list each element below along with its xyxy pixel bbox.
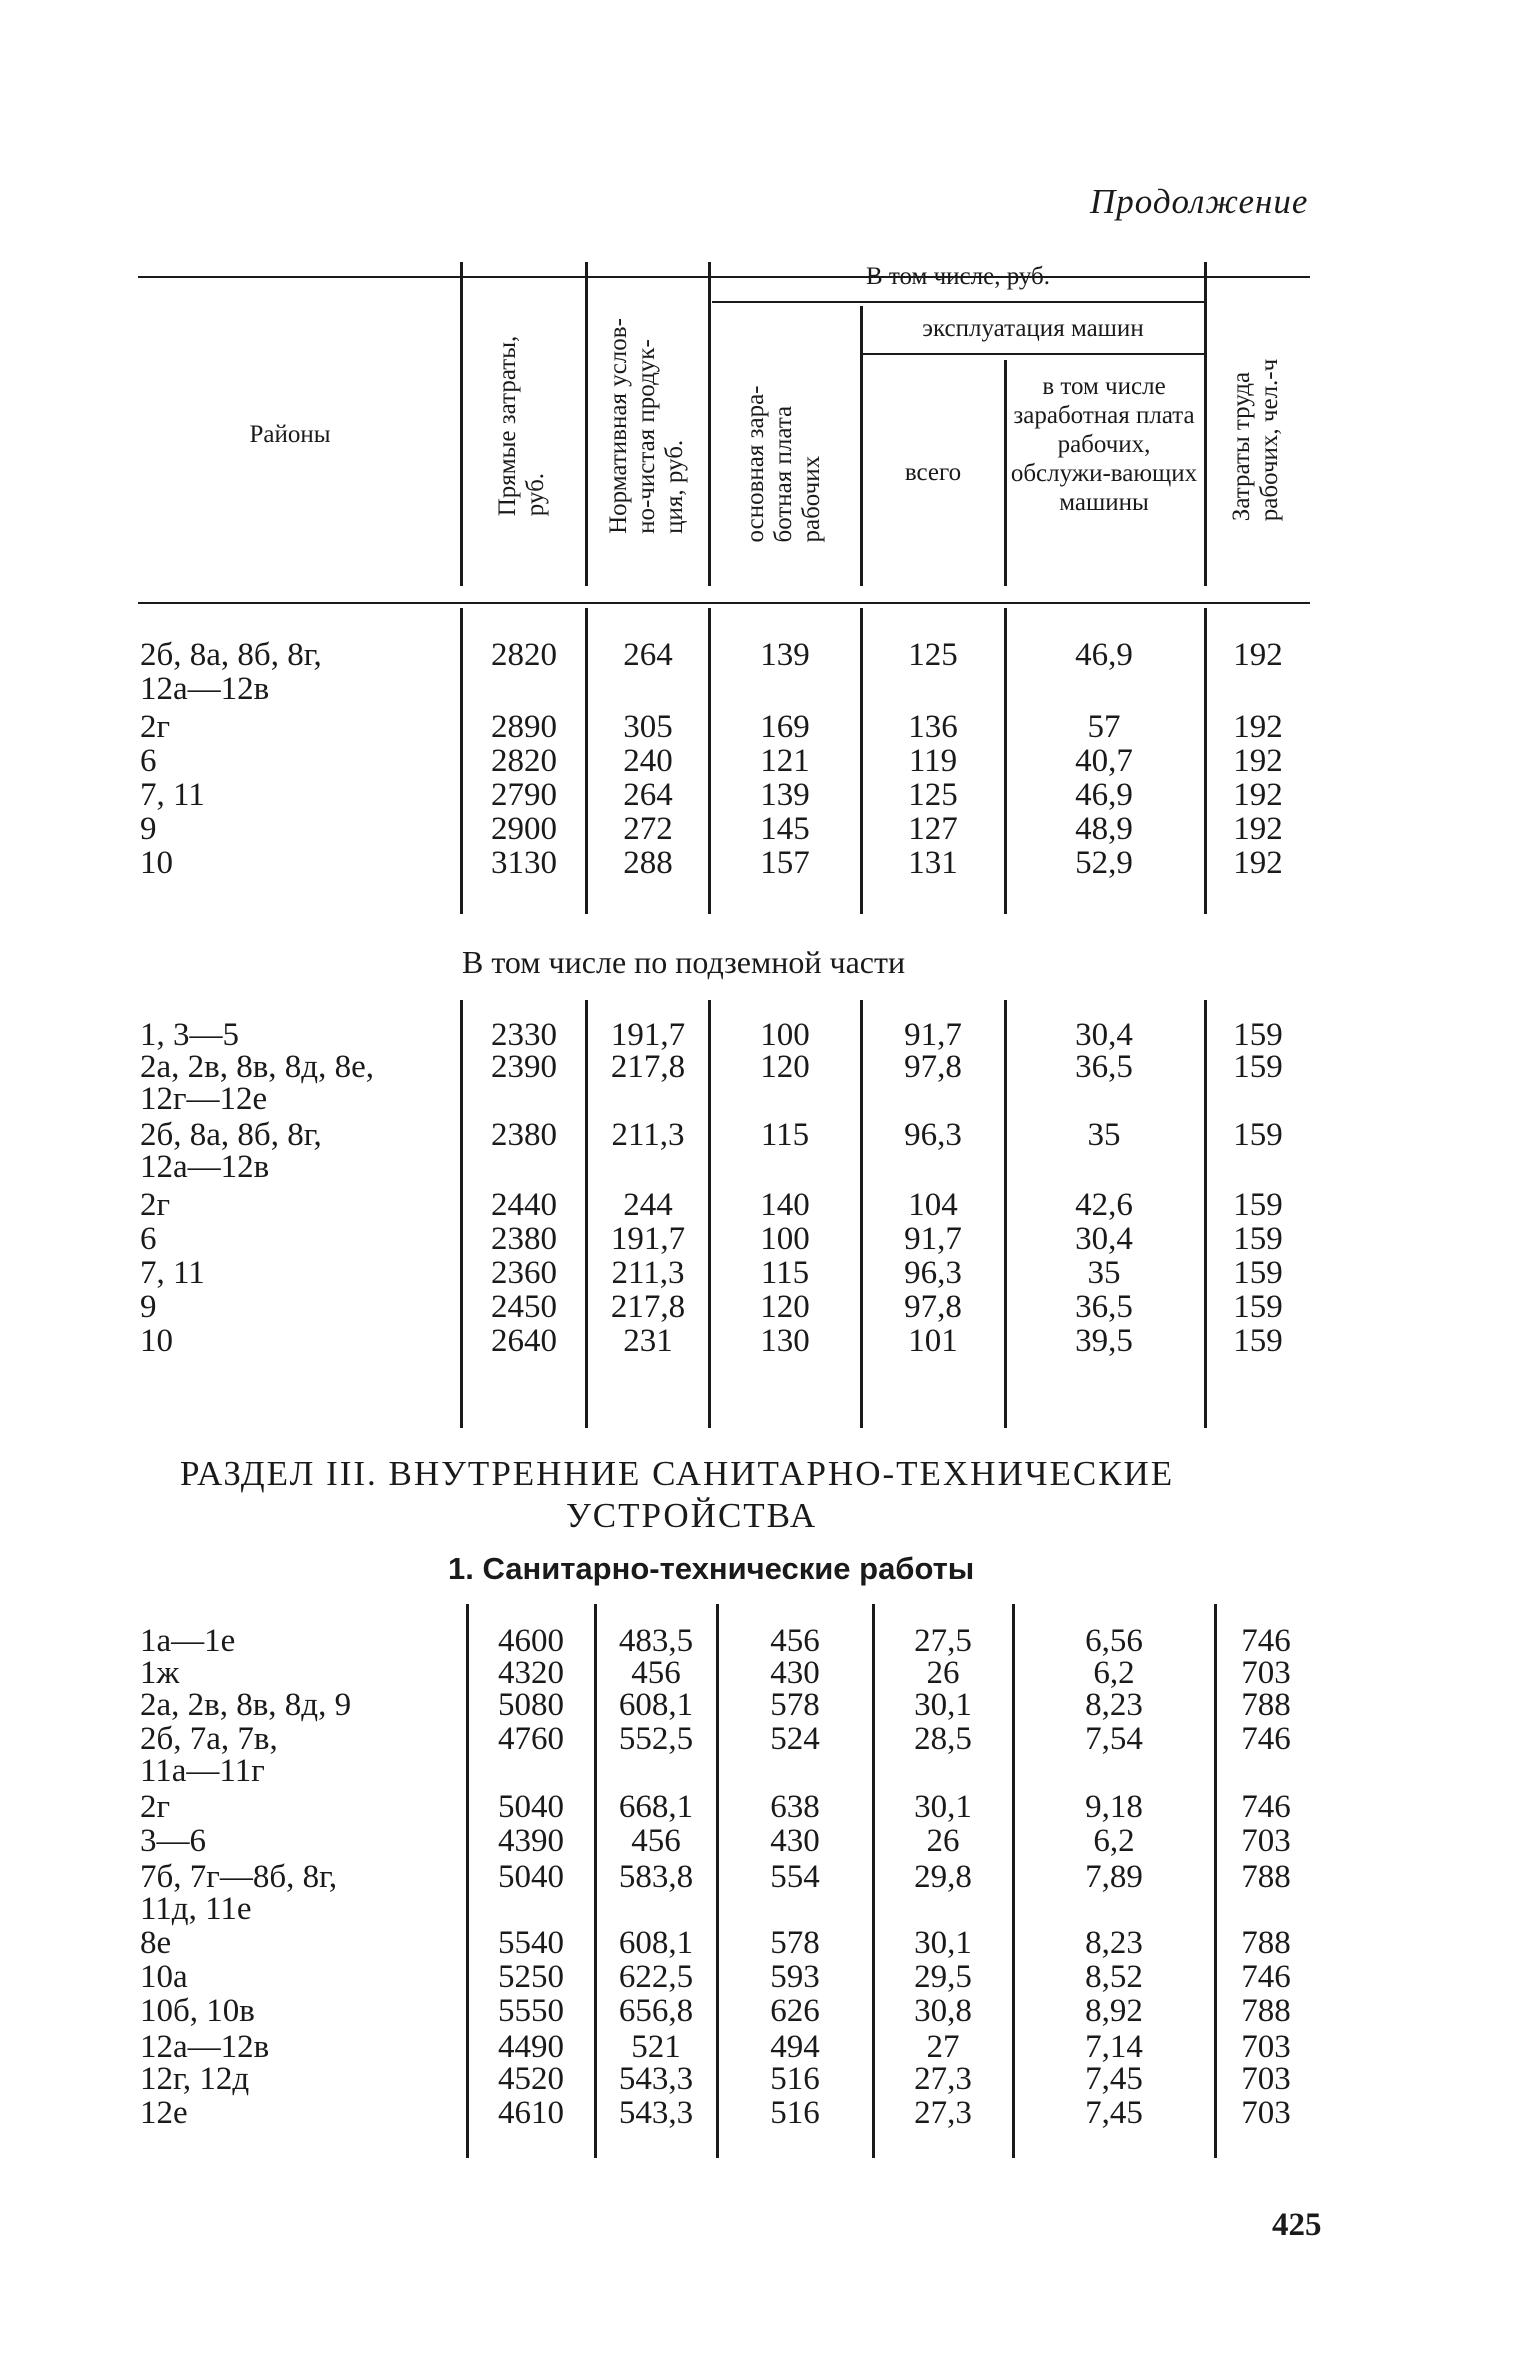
value-cell: 159 bbox=[1233, 1221, 1283, 1257]
value-cell: 100 bbox=[760, 1017, 810, 1053]
value-cell: 52,9 bbox=[1075, 845, 1133, 881]
value-cell: 97,8 bbox=[904, 1049, 962, 1085]
table-row bbox=[0, 1960, 1530, 1994]
value-cell: 456 bbox=[631, 1655, 681, 1691]
value-cell: 192 bbox=[1233, 743, 1283, 779]
value-cell: 4600 bbox=[498, 1623, 564, 1659]
table-row bbox=[0, 1256, 1530, 1290]
value-cell: 7,54 bbox=[1085, 1721, 1143, 1757]
table-row bbox=[0, 2096, 1530, 2130]
value-cell: 30,8 bbox=[914, 1993, 972, 2029]
region-cell: 2б, 8а, 8б, 8г, bbox=[140, 1117, 322, 1153]
region-cell: 6 bbox=[140, 1221, 157, 1257]
value-cell: 543,3 bbox=[618, 2095, 694, 2131]
value-cell: 516 bbox=[770, 2095, 820, 2131]
value-cell: 140 bbox=[760, 1187, 810, 1223]
value-cell: 543,3 bbox=[618, 2061, 694, 2097]
header-normative-output: Нормативная услов- но-чистая продук- ция, руб. bbox=[605, 318, 688, 534]
page-number: 425 bbox=[1272, 2207, 1322, 2243]
section-subtitle: 1. Санитарно-технические работы bbox=[448, 1551, 975, 1586]
table-row bbox=[0, 1018, 1530, 1052]
value-cell: 159 bbox=[1233, 1289, 1283, 1325]
value-cell: 191,7 bbox=[610, 1221, 686, 1257]
header-regions: Районы bbox=[249, 421, 331, 448]
region-cell: 1а—1е bbox=[140, 1623, 236, 1659]
value-cell: 191,7 bbox=[610, 1017, 686, 1053]
value-cell: 2820 bbox=[491, 743, 557, 779]
value-cell: 30,1 bbox=[914, 1925, 972, 1961]
header-divider bbox=[585, 262, 588, 586]
region-cell: 11д, 11е bbox=[140, 1891, 252, 1927]
value-cell: 272 bbox=[623, 811, 673, 847]
value-cell: 6,2 bbox=[1093, 1823, 1135, 1859]
table-row bbox=[0, 812, 1530, 846]
value-cell: 119 bbox=[908, 743, 958, 779]
table-row bbox=[0, 1688, 1530, 1722]
header-machine-operation: эксплуатация машин bbox=[922, 315, 1144, 342]
value-cell: 456 bbox=[631, 1823, 681, 1859]
value-cell: 36,5 bbox=[1075, 1289, 1133, 1325]
value-cell: 240 bbox=[623, 743, 673, 779]
value-cell: 2390 bbox=[491, 1049, 557, 1085]
value-cell: 157 bbox=[760, 845, 810, 881]
table-row bbox=[0, 778, 1530, 812]
value-cell: 3130 bbox=[491, 845, 557, 881]
value-cell: 2380 bbox=[491, 1117, 557, 1153]
table-row bbox=[0, 710, 1530, 744]
value-cell: 100 bbox=[760, 1221, 810, 1257]
value-cell: 159 bbox=[1233, 1255, 1283, 1291]
table-row bbox=[0, 1892, 1530, 1926]
value-cell: 46,9 bbox=[1075, 637, 1133, 673]
value-cell: 159 bbox=[1233, 1117, 1283, 1153]
region-cell: 12г—12е bbox=[140, 1081, 268, 1117]
region-cell: 2а, 2в, 8в, 8д, 8е, bbox=[140, 1049, 374, 1085]
value-cell: 8,92 bbox=[1085, 1993, 1143, 2029]
table-row bbox=[0, 1926, 1530, 1960]
value-cell: 8,23 bbox=[1085, 1925, 1143, 1961]
table-row bbox=[0, 1860, 1530, 1894]
table-row bbox=[0, 1150, 1530, 1184]
value-cell: 139 bbox=[760, 777, 810, 813]
value-cell: 192 bbox=[1233, 811, 1283, 847]
region-cell: 10а bbox=[140, 1959, 188, 1995]
underground-label: В том числе по подземной части bbox=[462, 944, 906, 980]
value-cell: 4760 bbox=[498, 1721, 564, 1757]
region-cell: 2г bbox=[140, 709, 171, 745]
table-row bbox=[0, 672, 1530, 706]
region-cell: 12е bbox=[140, 2095, 188, 2131]
table-row bbox=[0, 2030, 1530, 2064]
value-cell: 2900 bbox=[491, 811, 557, 847]
value-cell: 7,45 bbox=[1085, 2095, 1143, 2131]
value-cell: 30,4 bbox=[1075, 1221, 1133, 1257]
value-cell: 104 bbox=[908, 1187, 958, 1223]
value-cell: 27 bbox=[926, 2029, 960, 2065]
value-cell: 131 bbox=[908, 845, 958, 881]
value-cell: 703 bbox=[1241, 2029, 1291, 2065]
value-cell: 115 bbox=[760, 1255, 810, 1291]
value-cell: 7,14 bbox=[1085, 2029, 1143, 2065]
value-cell: 91,7 bbox=[904, 1017, 962, 1053]
value-cell: 231 bbox=[623, 1323, 673, 1359]
value-cell: 456 bbox=[770, 1623, 820, 1659]
value-cell: 5250 bbox=[498, 1959, 564, 1995]
header-divider bbox=[460, 262, 463, 586]
value-cell: 26 bbox=[926, 1655, 960, 1691]
value-cell: 127 bbox=[908, 811, 958, 847]
value-cell: 788 bbox=[1241, 1687, 1291, 1723]
region-cell: 1, 3—5 bbox=[140, 1017, 239, 1053]
region-cell: 2а, 2в, 8в, 8д, 9 bbox=[140, 1687, 352, 1723]
value-cell: 40,7 bbox=[1075, 743, 1133, 779]
table-main-body bbox=[0, 608, 1530, 914]
value-cell: 305 bbox=[623, 709, 673, 745]
value-cell: 4490 bbox=[498, 2029, 564, 2065]
value-cell: 136 bbox=[908, 709, 958, 745]
value-cell: 5550 bbox=[498, 1993, 564, 2029]
value-cell: 746 bbox=[1241, 1959, 1291, 1995]
value-cell: 578 bbox=[770, 1687, 820, 1723]
value-cell: 120 bbox=[760, 1289, 810, 1325]
value-cell: 97,8 bbox=[904, 1289, 962, 1325]
value-cell: 27,3 bbox=[914, 2095, 972, 2131]
header-including-group: В том числе, руб. bbox=[865, 263, 1051, 290]
value-cell: 159 bbox=[1233, 1187, 1283, 1223]
value-cell: 430 bbox=[770, 1823, 820, 1859]
header-divider bbox=[1004, 360, 1007, 586]
value-cell: 7,89 bbox=[1085, 1859, 1143, 1895]
value-cell: 30,1 bbox=[914, 1687, 972, 1723]
value-cell: 29,5 bbox=[914, 1959, 972, 1995]
value-cell: 524 bbox=[770, 1721, 820, 1757]
value-cell: 35 bbox=[1087, 1117, 1121, 1153]
value-cell: 101 bbox=[908, 1323, 958, 1359]
table-row bbox=[0, 1624, 1530, 1658]
region-cell: 9 bbox=[140, 1289, 157, 1325]
value-cell: 217,8 bbox=[610, 1289, 686, 1325]
value-cell: 96,3 bbox=[904, 1117, 962, 1153]
value-cell: 6,56 bbox=[1085, 1623, 1143, 1659]
value-cell: 7,45 bbox=[1085, 2061, 1143, 2097]
value-cell: 516 bbox=[770, 2061, 820, 2097]
value-cell: 264 bbox=[623, 777, 673, 813]
value-cell: 28,5 bbox=[914, 1721, 972, 1757]
region-cell: 11а—11г bbox=[140, 1753, 265, 1789]
table-row bbox=[0, 1222, 1530, 1256]
region-cell: 10б, 10в bbox=[140, 1993, 255, 2029]
value-cell: 2360 bbox=[491, 1255, 557, 1291]
value-cell: 36,5 bbox=[1075, 1049, 1133, 1085]
value-cell: 638 bbox=[770, 1789, 820, 1825]
table-row bbox=[0, 1324, 1530, 1358]
value-cell: 8,52 bbox=[1085, 1959, 1143, 1995]
value-cell: 668,1 bbox=[618, 1789, 694, 1825]
value-cell: 264 bbox=[623, 637, 673, 673]
header-machine-wage: в том числе заработная плата рабочих, обслужи-вающих машины bbox=[1010, 373, 1198, 516]
header-labor-costs: Затраты труда рабочих, чел.-ч bbox=[1228, 358, 1283, 522]
value-cell: 57 bbox=[1087, 709, 1121, 745]
value-cell: 554 bbox=[770, 1859, 820, 1895]
region-cell: 9 bbox=[140, 811, 157, 847]
region-cell: 12а—12в bbox=[140, 2029, 270, 2065]
table-sanitary-body bbox=[0, 1604, 1530, 2158]
value-cell: 39,5 bbox=[1075, 1323, 1133, 1359]
value-cell: 121 bbox=[760, 743, 810, 779]
value-cell: 746 bbox=[1241, 1721, 1291, 1757]
value-cell: 494 bbox=[770, 2029, 820, 2065]
table-row bbox=[0, 1790, 1530, 1824]
value-cell: 583,8 bbox=[618, 1859, 694, 1895]
table-row bbox=[0, 1656, 1530, 1690]
value-cell: 288 bbox=[623, 845, 673, 881]
value-cell: 703 bbox=[1241, 1655, 1291, 1691]
value-cell: 2380 bbox=[491, 1221, 557, 1257]
section-title: РАЗДЕЛ III. ВНУТРЕННИЕ САНИТАРНО-ТЕХНИЧЕСКИЕ bbox=[180, 1454, 1175, 1493]
value-cell: 626 bbox=[770, 1993, 820, 2029]
table-row bbox=[0, 1722, 1530, 1756]
value-cell: 48,9 bbox=[1075, 811, 1133, 847]
value-cell: 8,23 bbox=[1085, 1687, 1143, 1723]
value-cell: 578 bbox=[770, 1925, 820, 1961]
table-row bbox=[0, 1290, 1530, 1324]
value-cell: 30,4 bbox=[1075, 1017, 1133, 1053]
header-direct-costs: Прямые затраты, руб. bbox=[494, 335, 549, 517]
value-cell: 2640 bbox=[491, 1323, 557, 1359]
region-cell: 10 bbox=[140, 1323, 173, 1359]
value-cell: 746 bbox=[1241, 1623, 1291, 1659]
value-cell: 5040 bbox=[498, 1859, 564, 1895]
region-cell: 3—6 bbox=[140, 1823, 206, 1859]
value-cell: 91,7 bbox=[904, 1221, 962, 1257]
value-cell: 4520 bbox=[498, 2061, 564, 2097]
value-cell: 211,3 bbox=[611, 1255, 685, 1291]
region-cell: 2г bbox=[140, 1789, 171, 1825]
value-cell: 2790 bbox=[491, 777, 557, 813]
header-divider bbox=[860, 306, 863, 586]
value-cell: 2440 bbox=[491, 1187, 557, 1223]
value-cell: 703 bbox=[1241, 2095, 1291, 2131]
including-group-rule bbox=[712, 301, 1204, 303]
value-cell: 4610 bbox=[498, 2095, 564, 2131]
value-cell: 2820 bbox=[491, 637, 557, 673]
value-cell: 788 bbox=[1241, 1993, 1291, 2029]
continuation-label: Продолжение bbox=[1090, 182, 1309, 221]
value-cell: 27,3 bbox=[914, 2061, 972, 2097]
value-cell: 2330 bbox=[491, 1017, 557, 1053]
region-cell: 12г, 12д bbox=[140, 2061, 250, 2097]
value-cell: 192 bbox=[1233, 709, 1283, 745]
value-cell: 6,2 bbox=[1093, 1655, 1135, 1691]
value-cell: 159 bbox=[1233, 1323, 1283, 1359]
region-cell: 12а—12в bbox=[140, 671, 270, 707]
table-row bbox=[0, 744, 1530, 778]
value-cell: 2890 bbox=[491, 709, 557, 745]
value-cell: 703 bbox=[1241, 2061, 1291, 2097]
value-cell: 46,9 bbox=[1075, 777, 1133, 813]
value-cell: 608,1 bbox=[618, 1925, 694, 1961]
value-cell: 26 bbox=[926, 1823, 960, 1859]
value-cell: 139 bbox=[760, 637, 810, 673]
table-row bbox=[0, 1188, 1530, 1222]
value-cell: 27,5 bbox=[914, 1623, 972, 1659]
region-cell: 7, 11 bbox=[140, 1255, 205, 1291]
value-cell: 703 bbox=[1241, 1823, 1291, 1859]
table-row bbox=[0, 638, 1530, 672]
value-cell: 2450 bbox=[491, 1289, 557, 1325]
value-cell: 4390 bbox=[498, 1823, 564, 1859]
value-cell: 483,5 bbox=[618, 1623, 694, 1659]
value-cell: 35 bbox=[1087, 1255, 1121, 1291]
table-row bbox=[0, 2062, 1530, 2096]
header-machine-total: всего bbox=[904, 459, 962, 486]
value-cell: 608,1 bbox=[618, 1687, 694, 1723]
value-cell: 145 bbox=[760, 811, 810, 847]
region-cell: 7б, 7г—8б, 8г, bbox=[140, 1859, 338, 1895]
value-cell: 192 bbox=[1233, 845, 1283, 881]
table-underground-body bbox=[0, 1000, 1530, 1428]
machine-operation-rule bbox=[860, 353, 1204, 355]
section-title-continued: УСТРОЙСТВА bbox=[566, 1496, 818, 1535]
value-cell: 622,5 bbox=[618, 1959, 694, 1995]
value-cell: 125 bbox=[908, 777, 958, 813]
table-row bbox=[0, 1050, 1530, 1084]
value-cell: 521 bbox=[631, 2029, 681, 2065]
table-row bbox=[0, 1994, 1530, 2028]
table-row bbox=[0, 1118, 1530, 1152]
value-cell: 30,1 bbox=[914, 1789, 972, 1825]
value-cell: 552,5 bbox=[618, 1721, 694, 1757]
value-cell: 656,8 bbox=[618, 1993, 694, 2029]
table-row bbox=[0, 1082, 1530, 1116]
value-cell: 4320 bbox=[498, 1655, 564, 1691]
value-cell: 746 bbox=[1241, 1789, 1291, 1825]
header-divider bbox=[708, 262, 711, 586]
value-cell: 788 bbox=[1241, 1925, 1291, 1961]
value-cell: 192 bbox=[1233, 637, 1283, 673]
region-cell: 2б, 8а, 8б, 8г, bbox=[140, 637, 322, 673]
region-cell: 8е bbox=[140, 1925, 172, 1961]
value-cell: 5080 bbox=[498, 1687, 564, 1723]
value-cell: 29,8 bbox=[914, 1859, 972, 1895]
value-cell: 9,18 bbox=[1085, 1789, 1143, 1825]
region-cell: 7, 11 bbox=[140, 777, 205, 813]
value-cell: 217,8 bbox=[610, 1049, 686, 1085]
value-cell: 42,6 bbox=[1075, 1187, 1133, 1223]
region-cell: 2г bbox=[140, 1187, 171, 1223]
region-cell: 10 bbox=[140, 845, 173, 881]
value-cell: 788 bbox=[1241, 1859, 1291, 1895]
value-cell: 593 bbox=[770, 1959, 820, 1995]
region-cell: 12а—12в bbox=[140, 1149, 270, 1185]
table-row bbox=[0, 846, 1530, 880]
value-cell: 125 bbox=[908, 637, 958, 673]
value-cell: 159 bbox=[1233, 1017, 1283, 1053]
region-cell: 6 bbox=[140, 743, 157, 779]
value-cell: 430 bbox=[770, 1655, 820, 1691]
value-cell: 244 bbox=[623, 1187, 673, 1223]
value-cell: 5040 bbox=[498, 1789, 564, 1825]
value-cell: 96,3 bbox=[904, 1255, 962, 1291]
region-cell: 1ж bbox=[140, 1655, 180, 1691]
table-row bbox=[0, 1824, 1530, 1858]
value-cell: 192 bbox=[1233, 777, 1283, 813]
value-cell: 211,3 bbox=[611, 1117, 685, 1153]
header-divider bbox=[1204, 262, 1207, 586]
header-bottom-rule bbox=[138, 602, 1310, 604]
value-cell: 169 bbox=[760, 709, 810, 745]
value-cell: 130 bbox=[760, 1323, 810, 1359]
header-base-wage: основная зара- ботная плата рабочих bbox=[742, 385, 825, 543]
table-row bbox=[0, 1754, 1530, 1788]
region-cell: 2б, 7а, 7в, bbox=[140, 1721, 278, 1757]
value-cell: 5540 bbox=[498, 1925, 564, 1961]
value-cell: 120 bbox=[760, 1049, 810, 1085]
value-cell: 159 bbox=[1233, 1049, 1283, 1085]
value-cell: 115 bbox=[760, 1117, 810, 1153]
